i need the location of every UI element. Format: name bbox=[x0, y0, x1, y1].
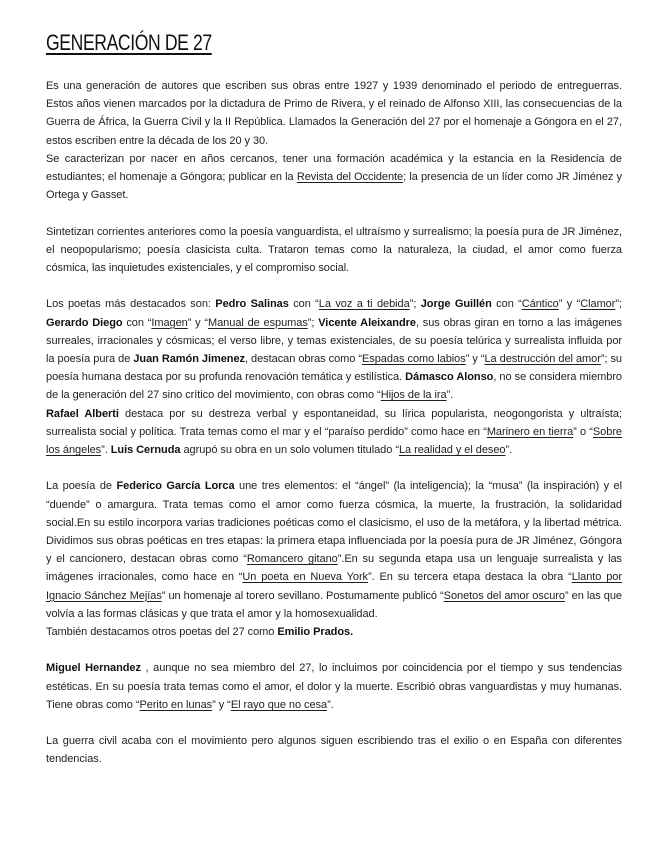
text-span: ; la presencia de un líder como JR Jiménez y Ortega y Gasset. bbox=[46, 171, 622, 202]
author-name: Emilio Prados. bbox=[277, 626, 354, 639]
text-span: agrupó su obra en un solo volumen titulado “ bbox=[180, 444, 399, 457]
text-span: ”. bbox=[505, 444, 513, 457]
paragraph-intro: Es una generación de autores que escriben sus obras entre 1927 y 1939 denominado el periodo de entreguerras. Estos años vienen marcados por la dictadura de Primo de Rivera, y el reinado de Alfonso XIII, las consecuencias de la Guerra de África, la Guerra Civil y la II República. Llamados la Generación del 27 por el homenaje a Góngora en el 27, estos escriben entre la década de los 20 y 30. bbox=[46, 80, 622, 147]
text-span: ”. bbox=[101, 444, 111, 457]
author-name: Dámasco Alonso bbox=[405, 371, 494, 384]
text-span: , no se considera miembro de la generación del 27 sino crítico del movimiento, con obras como “ bbox=[46, 371, 622, 402]
paragraph-lorca bbox=[46, 477, 622, 623]
author-name: Jorge Guillén bbox=[420, 298, 492, 311]
text-span: Se caracterizan por nacer en años cercanos, tener una formación académica y la estancia en la Residencia de estudiantes; el homenaje a Góngora; publicar en la bbox=[46, 152, 622, 184]
document-body bbox=[46, 77, 622, 769]
paragraph-others bbox=[46, 623, 622, 641]
work-title: Imagen bbox=[151, 316, 188, 329]
author-name: Rafael Alberti bbox=[46, 407, 119, 420]
paragraph-influences: Sintetizan corrientes anteriores como la poesía vanguardista, el ultraísmo y surrealismo; la poesía pura de JR Jiménez, el neopopularismo; poesía clasicista culta. Trataron temas como la naturaleza, la ciudad, el amor como fuerza cósmica, las inquietudes existenciales, y el compromiso social. bbox=[46, 225, 622, 275]
paragraph-poets bbox=[46, 295, 622, 404]
text-span: ”; bbox=[307, 316, 319, 329]
work-title: Revista del Occidente bbox=[296, 171, 404, 184]
paragraph-hernandez bbox=[46, 659, 622, 714]
text-span: ”.En su segunda etapa usa un lenguaje surrealista y las imágenes irracionales, como hace en “ bbox=[46, 553, 623, 584]
text-span: une tres elementos: el “ángel” (la inteligencia); la “musa” (la inspiración) y el “duende” o amargura. Trata temas como el amor como fuerza cósmica, la muerte, la frustración, la solidaridad social.En su estilo incorpora varias tradiciones poéticas como el clasicismo, el uso de la metáfora, y la libertad métrica. Dividimos sus obras poéticas en tres etapas: la primera etapa influenciada por la poesía pura de JR Jiménez, Góngora y el cancionero, destacan obras como “ bbox=[46, 480, 622, 566]
text-span: La poesía de bbox=[46, 480, 117, 493]
work-title: Romancero gitano bbox=[246, 553, 338, 566]
text-span: con “ bbox=[491, 298, 522, 311]
text-span: ”. bbox=[446, 389, 454, 402]
text-span: , aunque no sea miembro del 27, lo incluimos por coincidencia por el tiempo y sus tendencias estéticas. En su poesía trata temas como el amor, el dolor y la muerte. Escribió obras vanguardistas y muy humanas. Tiene obras como “ bbox=[46, 662, 622, 711]
author-name: Juan Ramón Jimenez bbox=[133, 353, 245, 366]
text-span: Los poetas más destacados son: bbox=[46, 298, 216, 311]
work-title: La realidad y el deseo bbox=[398, 444, 506, 457]
page-title: GENERACIÓN DE 27 bbox=[46, 30, 212, 55]
work-title: Clamor bbox=[580, 298, 616, 311]
text-span: ”; bbox=[409, 298, 421, 311]
text-span: , sus obras giran en torno a las imágenes surreales, irracionales y cósmicas; el verso libre, y temas existenciales, de su poesía telúrica y surrealista influida por la poesía pura de bbox=[46, 316, 622, 366]
work-title: Cántico bbox=[521, 298, 559, 311]
author-name: Federico García Lorca bbox=[116, 480, 235, 493]
author-name: Luis Cernuda bbox=[110, 444, 181, 457]
work-title: La destrucción del amor bbox=[484, 353, 601, 366]
work-title: El rayo que no cesa bbox=[230, 698, 328, 711]
work-title: Un poeta en Nueva York bbox=[242, 571, 369, 584]
text-span: destaca por su destreza verbal y espontaneidad, su lírica popularista, neogongorista y ultraísta; surrealista social y política. Trata temas como el mar y el “paraíso perdido” como hace en “ bbox=[46, 407, 622, 438]
paragraph-characteristics bbox=[46, 150, 622, 205]
author-name: Vicente Aleixandre bbox=[318, 316, 416, 329]
paragraph-conclusion: La guerra civil acaba con el movimiento pero algunos siguen escribiendo tras el exilio o en España con diferentes tendencias. bbox=[46, 735, 622, 766]
author-name: Pedro Salinas bbox=[215, 298, 289, 311]
author-name: Miguel Hernandez bbox=[46, 662, 141, 675]
text-span: ” o “ bbox=[573, 425, 593, 438]
text-span: ”; bbox=[615, 298, 622, 311]
text-span: ”. bbox=[327, 698, 334, 711]
text-span: ” y “ bbox=[212, 698, 231, 711]
text-span: con “ bbox=[122, 316, 152, 329]
work-title: La voz a ti debida bbox=[318, 298, 410, 311]
work-title: Perito en lunas bbox=[139, 698, 213, 711]
text-span: con “ bbox=[288, 298, 319, 311]
paragraph-alberti bbox=[46, 405, 622, 460]
text-span: ” en las que volvía a las formas clásicas y que trata el amor y la homosexualidad. bbox=[46, 589, 622, 620]
work-title: Hijos de la ira bbox=[380, 389, 447, 402]
work-title: Marinero en tierra bbox=[486, 425, 574, 438]
text-span: ” y “ bbox=[558, 298, 581, 311]
text-span: ” y “ bbox=[465, 353, 485, 366]
text-span: ”. En su tercera etapa destaca la obra “ bbox=[368, 571, 572, 584]
text-span: ”; su poesía humana destaca por su profunda renovación temática y estilística. bbox=[46, 353, 622, 384]
text-span: , destacan obras como “ bbox=[244, 353, 362, 366]
work-title: Llanto por Ignacio Sánchez Mejías bbox=[46, 571, 622, 602]
work-title: Sonetos del amor oscuro bbox=[443, 589, 565, 602]
text-span: ” y “ bbox=[187, 316, 208, 329]
work-title: Espadas como labios bbox=[362, 353, 466, 366]
work-title: Sobre los ángeles bbox=[46, 425, 622, 457]
work-title: Manual de espumas bbox=[208, 316, 308, 329]
author-name: Gerardo Diego bbox=[46, 316, 123, 329]
text-span: ” un homenaje al torero sevillano. Postumamente publicó “ bbox=[161, 589, 444, 602]
text-span: También destacamos otros poetas del 27 como bbox=[46, 626, 278, 639]
